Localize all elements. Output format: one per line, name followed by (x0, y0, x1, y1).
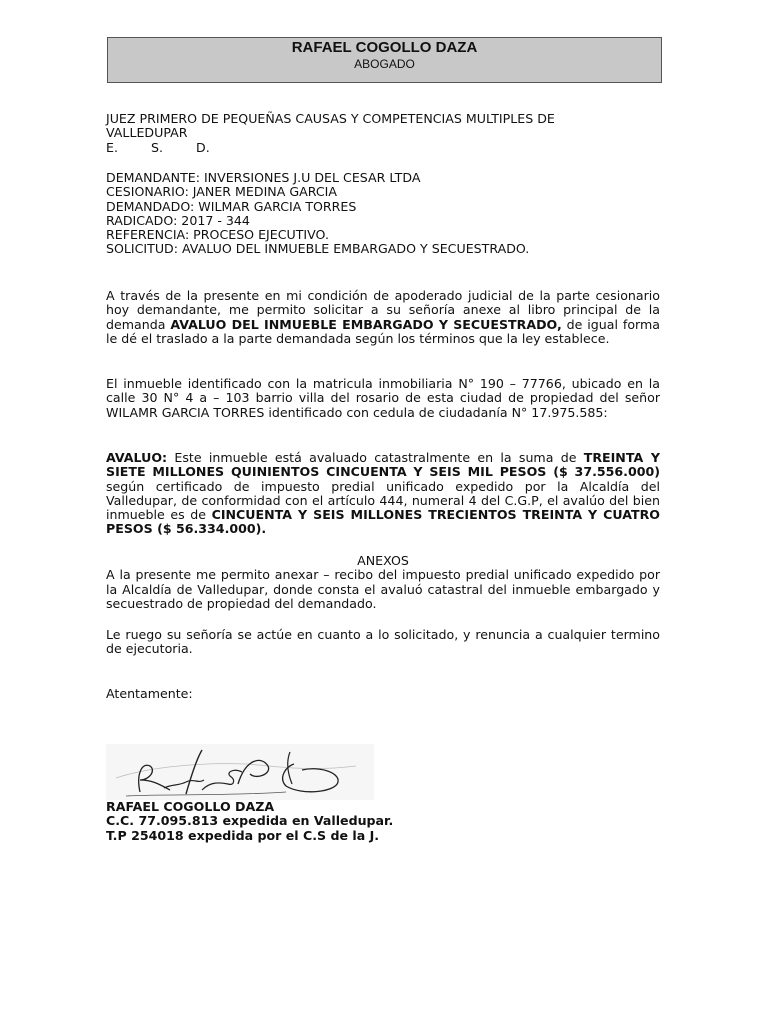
valuation-label: AVALUO: (106, 450, 168, 465)
p2-text: El inmueble identificado con la matricula inmobiliaria N° 190 – 77766, ubicado en la calle 30 N° 4 a – 103 barrio villa del rosario de esta ciudad de propiedad del señor WILAMR GARCIA TORRES identificado con cedula de ciudadanía N° 17.975.585: (106, 376, 660, 420)
case-details (106, 171, 660, 257)
p3-text-bold-2: CINCUENTA Y SEIS MILLONES TRECIENTOS TREINTA Y CUATRO PESOS ($ 56.334.000). (106, 507, 660, 537)
esd-e: E. (106, 139, 118, 155)
signer-name: RAFAEL COGOLLO DAZA (106, 799, 275, 814)
p3-text-a: Este inmueble está avaluado catastralmente en la suma de (167, 450, 584, 465)
esd-d: D. (196, 139, 210, 155)
annexes-section (106, 554, 660, 611)
handwritten-signature-icon (106, 744, 374, 800)
signer-id: C.C. 77.095.813 expedida en Valledupar. (106, 813, 394, 829)
p3-text-bold-1: TREINTA Y SIETE MILLONES QUINIENTOS CINCUENTA Y SEIS MIL PESOS ($ 37.556.000) (106, 450, 660, 480)
esd-line (106, 141, 660, 155)
letterhead (107, 37, 662, 83)
case-request: SOLICITUD: AVALUO DEL INMUEBLE EMBARGADO Y SECUESTRADO. (106, 241, 530, 257)
annexes-text: A la presente me permito anexar – recibo del impuesto predial unificado expedido por la Alcaldía de Valledupar, donde consta el avaluó catastral del inmueble embargado y secuestrado de propiedad del demandado. (106, 567, 660, 611)
signature-image (106, 744, 374, 800)
lawyer-title: ABOGADO (354, 57, 415, 71)
p4-text: Le ruego su señoría se actúe en cuanto a lo solicitado, y renuncia a cualquier termino de ejecutoria. (106, 627, 660, 657)
p1-text-c: de igual forma le dé el traslado a la parte demandada según los términos que la ley establece. (106, 316, 660, 346)
addressee-line-1: JUEZ PRIMERO DE PEQUEÑAS CAUSAS Y COMPETENCIAS MULTIPLES DE (106, 111, 555, 126)
closing-salutation: Atentamente: (106, 686, 193, 701)
case-filing-number: RADICADO: 2017 - 344 (106, 212, 250, 228)
paragraph-closing-request (106, 628, 660, 657)
paragraph-request (106, 289, 660, 346)
addressee-line-2: VALLEDUPAR (106, 125, 188, 141)
annexes-title: ANEXOS (357, 553, 409, 568)
esd-s: S. (151, 139, 163, 155)
case-defendant: DEMANDADO: WILMAR GARCIA TORRES (106, 198, 357, 214)
signature-block (106, 800, 660, 843)
paragraph-property (106, 377, 660, 420)
case-assignee: CESIONARIO: JANER MEDINA GARCIA (106, 184, 337, 200)
p1-text-a: A través de la presente en mi condición de apoderado judicial de la parte cesionario hoy demandante, me permito solicitar a su señoría anexe al libro principal de la demanda (106, 288, 660, 332)
signer-professional-card: T.P 254018 expedida por el C.S de la J. (106, 827, 380, 843)
lawyer-name: RAFAEL COGOLLO DAZA (291, 39, 478, 56)
p3-text-c: según certificado de impuesto predial unificado expedido por la Alcaldía del Valledupar, de conformidad con el artículo 444, numeral 4 del C.G.P, el avalúo del bien inmueble es de (106, 478, 660, 523)
p1-text-bold: AVALUO DEL INMUEBLE EMBARGADO Y SECUESTRADO, (170, 316, 562, 332)
addressee-block (106, 112, 660, 155)
paragraph-valuation (106, 451, 660, 537)
case-plaintiff: DEMANDANTE: INVERSIONES J.U DEL CESAR LTDA (106, 170, 421, 185)
case-reference: REFERENCIA: PROCESO EJECUTIVO. (106, 227, 329, 243)
